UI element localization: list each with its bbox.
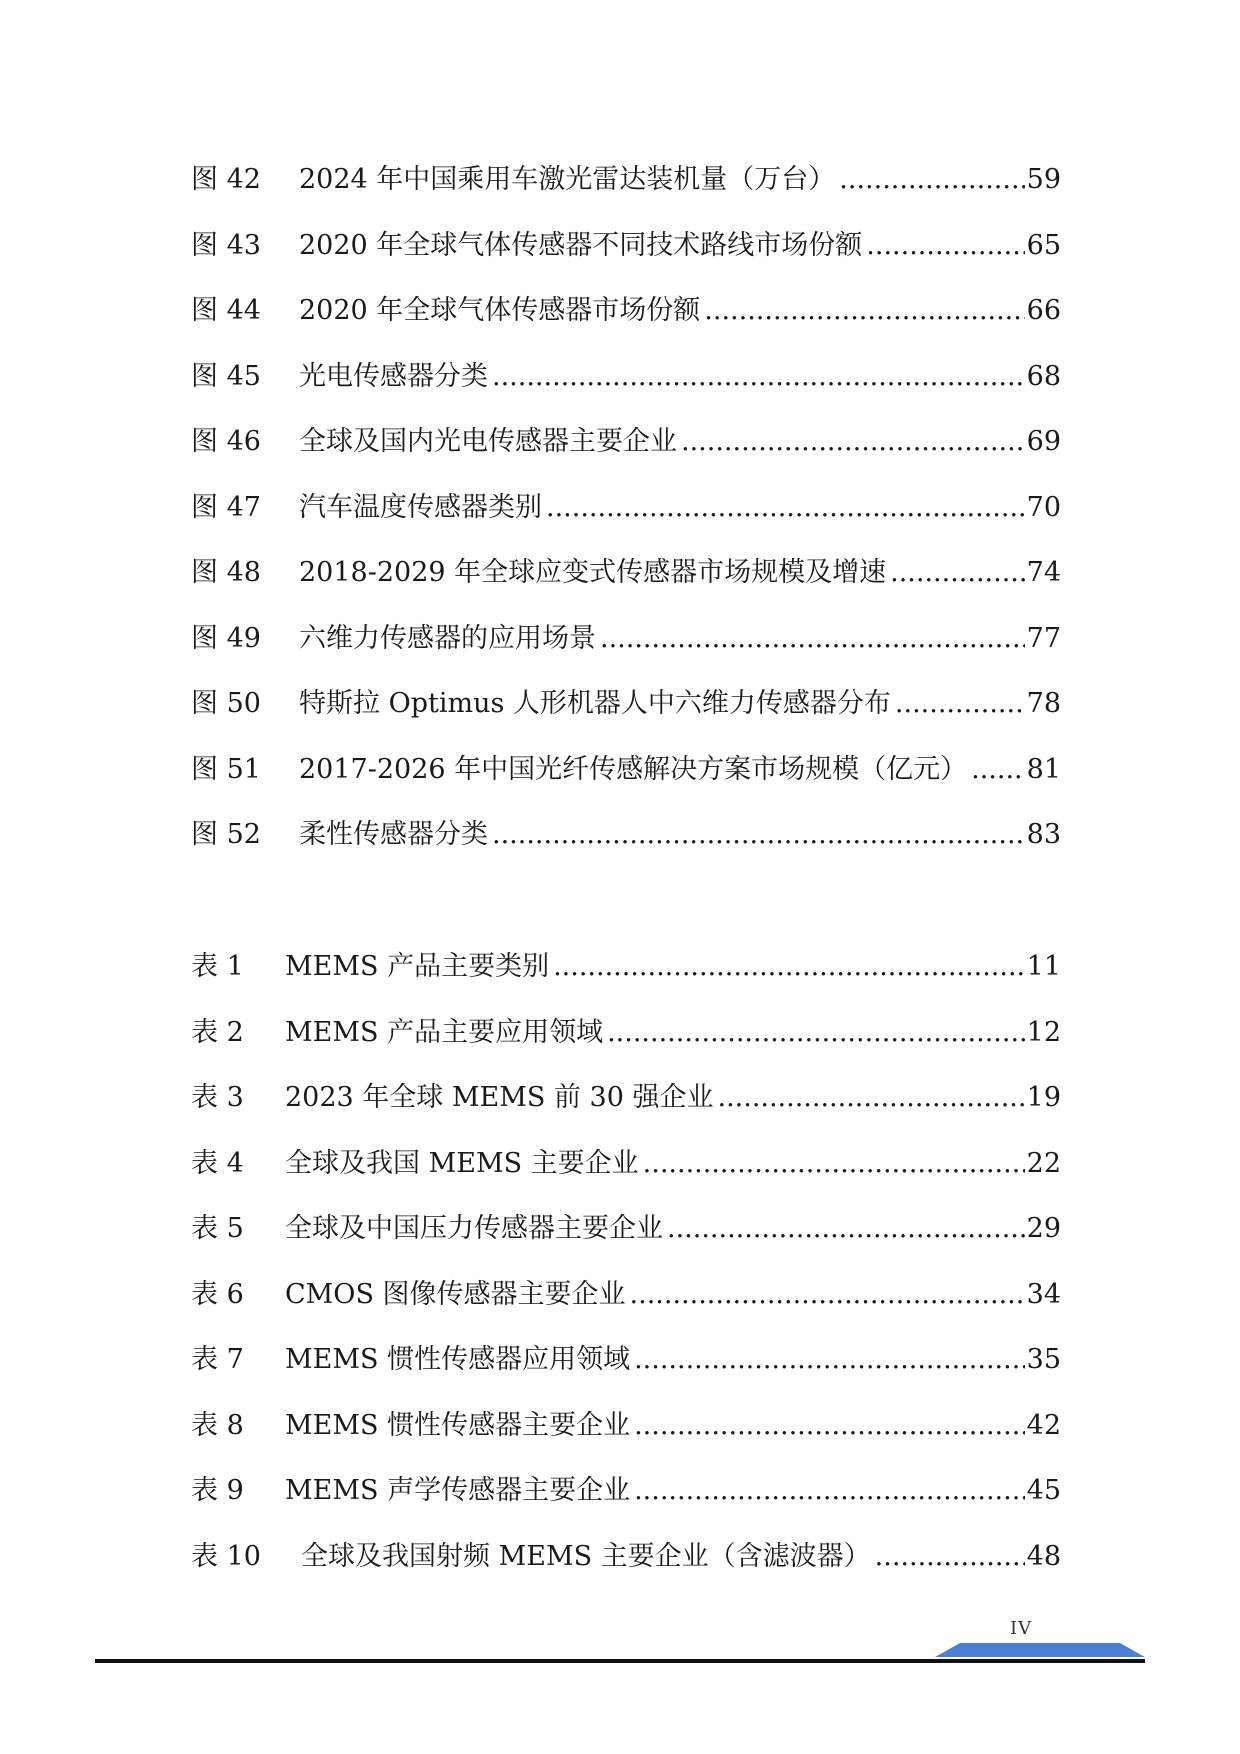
entry-number: 图 43 (191, 229, 261, 261)
entry-title: 全球及国内光电传感器主要企业 (299, 426, 677, 457)
entry-number: 图 44 (191, 295, 261, 326)
entry-number: 表 8 (191, 1409, 244, 1441)
dot-leader (866, 228, 1024, 264)
entry-title: 特斯拉 Optimus 人形机器人中六维力传感器分布 (299, 688, 891, 719)
dot-leader (890, 555, 1025, 591)
entry-page: 42 (1026, 1409, 1061, 1441)
entry-page: 78 (1026, 688, 1061, 719)
dot-leader (717, 1080, 1024, 1116)
toc-entry-table[interactable] (191, 1146, 1061, 1212)
toc-entry-figure[interactable] (191, 162, 1061, 228)
entry-title: 2020 年全球气体传感器不同技术路线市场份额 (299, 229, 863, 261)
entry-page: 34 (1026, 1278, 1061, 1310)
entry-number: 图 49 (191, 622, 261, 654)
entry-page: 68 (1026, 360, 1061, 392)
entry-title: 柔性传感器分类 (299, 819, 488, 850)
entry-page: 74 (1026, 557, 1061, 588)
entry-page: 83 (1026, 819, 1061, 850)
entry-number: 表 1 (191, 951, 244, 982)
entry-title: 六维力传感器的应用场景 (299, 622, 596, 654)
dot-leader (895, 686, 1025, 722)
entry-number: 表 2 (191, 1016, 244, 1048)
entry-title: 2018-2029 年全球应变式传感器市场规模及增速 (299, 557, 887, 588)
entry-page: 69 (1026, 426, 1061, 457)
entry-number: 图 52 (191, 819, 261, 850)
entry-number: 图 45 (191, 360, 261, 392)
entry-number: 表 6 (191, 1278, 244, 1310)
entry-page: 29 (1026, 1213, 1061, 1244)
dot-leader (634, 1342, 1025, 1378)
toc-entry-table[interactable] (191, 1277, 1061, 1343)
entry-page: 77 (1026, 622, 1061, 654)
dot-leader (667, 1211, 1025, 1247)
dot-leader (630, 1277, 1025, 1313)
entry-page: 12 (1026, 1016, 1061, 1048)
toc-entry-table[interactable] (191, 1408, 1061, 1474)
entry-page: 22 (1026, 1147, 1061, 1179)
toc-entry-figure[interactable] (191, 752, 1061, 818)
dot-leader (704, 293, 1024, 329)
toc-entry-table[interactable] (191, 1473, 1061, 1539)
entry-page: 81 (1026, 753, 1061, 785)
entry-number: 表 7 (191, 1344, 244, 1375)
toc-entry-figure[interactable] (191, 817, 1061, 883)
toc-entry-figure[interactable] (191, 490, 1061, 556)
dot-leader (681, 424, 1025, 460)
dot-leader (553, 949, 1025, 985)
entry-title: CMOS 图像传感器主要企业 (285, 1278, 626, 1310)
entry-title: 汽车温度传感器类别 (299, 491, 542, 523)
dot-leader (839, 162, 1024, 198)
toc-entry-figure[interactable] (191, 424, 1061, 490)
entry-number: 图 50 (191, 688, 261, 719)
entry-title: MEMS 产品主要类别 (285, 951, 550, 982)
entry-number: 表 5 (191, 1213, 244, 1244)
entry-number: 表 4 (191, 1147, 244, 1179)
dot-leader (546, 490, 1025, 526)
entry-number: 图 46 (191, 426, 261, 457)
entry-title: MEMS 产品主要应用领域 (285, 1016, 604, 1048)
entry-number: 图 42 (191, 164, 261, 195)
toc-entry-table[interactable] (191, 1539, 1061, 1605)
entry-title: 光电传感器分类 (299, 360, 488, 392)
entry-number: 表 9 (191, 1475, 244, 1506)
entry-title: 全球及我国射频 MEMS 主要企业（含滤波器） (301, 1540, 871, 1572)
entry-number: 表 10 (191, 1540, 261, 1572)
entry-page: 48 (1026, 1540, 1061, 1572)
dot-leader (600, 621, 1025, 657)
entry-page: 59 (1026, 164, 1061, 195)
entry-page: 45 (1026, 1475, 1061, 1506)
toc-entry-table[interactable] (191, 1211, 1061, 1277)
entry-page: 65 (1026, 229, 1061, 261)
dot-leader (607, 1015, 1025, 1051)
entry-page: 66 (1026, 295, 1061, 326)
entry-title: MEMS 声学传感器主要企业 (285, 1475, 631, 1506)
toc-entry-table[interactable] (191, 949, 1061, 1015)
entry-number: 图 47 (191, 491, 261, 523)
entry-page: 70 (1026, 491, 1061, 523)
entry-number: 图 51 (191, 753, 261, 785)
entry-page: 35 (1026, 1344, 1061, 1375)
entry-title: 2024 年中国乘用车激光雷达装机量（万台） (299, 164, 836, 195)
dot-leader (634, 1473, 1025, 1509)
toc-entry-figure[interactable] (191, 293, 1061, 359)
figure-list (191, 162, 1061, 883)
table-list (191, 949, 1061, 1604)
entry-title: 2017-2026 年中国光纤传感解决方案市场规模（亿元） (299, 753, 968, 785)
entry-title: 全球及我国 MEMS 主要企业 (285, 1147, 639, 1179)
toc-entry-table[interactable] (191, 1015, 1061, 1081)
entry-page: 19 (1026, 1082, 1061, 1113)
entry-title: MEMS 惯性传感器主要企业 (285, 1409, 631, 1441)
toc-entry-figure[interactable] (191, 228, 1061, 294)
entry-title: 2020 年全球气体传感器市场份额 (299, 295, 701, 326)
toc-entry-figure[interactable] (191, 555, 1061, 621)
entry-number: 表 3 (191, 1082, 244, 1113)
dot-leader (492, 359, 1025, 395)
entry-title: 全球及中国压力传感器主要企业 (285, 1213, 663, 1244)
entry-title: MEMS 惯性传感器应用领域 (285, 1344, 631, 1375)
footer-accent-bar (935, 1643, 1145, 1657)
dot-leader (643, 1146, 1025, 1182)
footer-rule (95, 1659, 1145, 1663)
toc-entry-figure[interactable] (191, 686, 1061, 752)
dot-leader (971, 752, 1025, 788)
dot-leader (492, 817, 1025, 853)
toc-entry-figure[interactable] (191, 359, 1061, 425)
entry-title: 2023 年全球 MEMS 前 30 强企业 (285, 1082, 714, 1113)
toc-entry-table[interactable] (191, 1342, 1061, 1408)
entry-page: 11 (1026, 951, 1061, 982)
entry-number: 图 48 (191, 557, 261, 588)
toc-entry-figure[interactable] (191, 621, 1061, 687)
toc-entry-table[interactable] (191, 1080, 1061, 1146)
page-number: IV (1010, 1618, 1033, 1639)
dot-leader (875, 1539, 1025, 1575)
dot-leader (634, 1408, 1025, 1444)
